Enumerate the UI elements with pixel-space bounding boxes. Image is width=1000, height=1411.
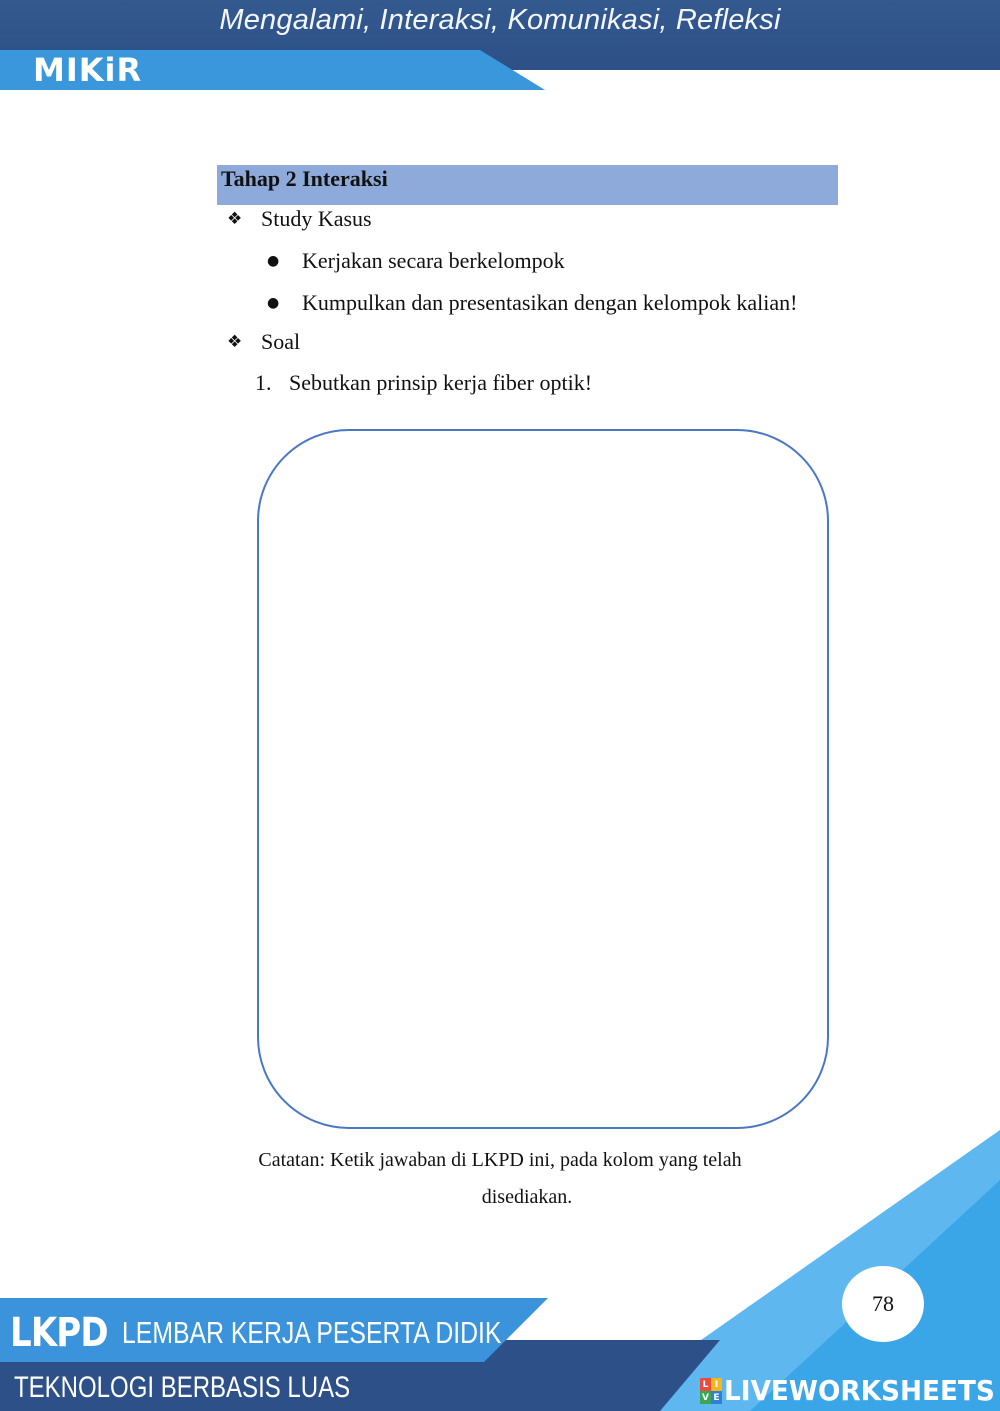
list-item: Kerjakan secara berkelompok bbox=[302, 248, 565, 273]
soal-label: Soal bbox=[261, 329, 301, 354]
diamond-bullet-icon: ❖ bbox=[227, 209, 243, 229]
logo-letter: V bbox=[700, 1391, 711, 1404]
watermark-text: LIVEWORKSHEETS bbox=[724, 1374, 995, 1407]
liveworksheets-logo-icon bbox=[700, 1378, 722, 1404]
list-item: Kumpulkan dan presentasikan dengan kelompok kalian! bbox=[302, 290, 798, 315]
header-subtitle: Mengalami, Interaksi, Komunikasi, Refleksi bbox=[219, 4, 781, 36]
footer-lkpd-logo: LKPD bbox=[10, 1310, 108, 1356]
section-heading: Tahap 2 Interaksi bbox=[221, 166, 388, 191]
brand-logo: MIKiR bbox=[33, 51, 143, 89]
footer-lkpd-title: LEMBAR KERJA PESERTA DIDIK bbox=[122, 1315, 502, 1350]
diamond-bullet-icon: ❖ bbox=[227, 332, 243, 352]
question-number: 1. bbox=[255, 370, 272, 395]
logo-letter: L bbox=[700, 1378, 711, 1391]
logo-letter: I bbox=[711, 1378, 722, 1391]
answer-input-box[interactable] bbox=[257, 429, 829, 1129]
logo-letter: E bbox=[711, 1391, 722, 1404]
study-kasus-label: Study Kasus bbox=[261, 206, 372, 231]
bullet-dot-icon: ● bbox=[267, 295, 280, 311]
page-number: 78 bbox=[872, 1291, 894, 1316]
footer-subject: TEKNOLOGI BERBASIS LUAS bbox=[14, 1371, 351, 1404]
note-line-2: disediakan. bbox=[481, 1186, 573, 1208]
note-line-1: Catatan: Ketik jawaban di LKPD ini, pada kolom yang telah bbox=[258, 1149, 742, 1171]
question-text: Sebutkan prinsip kerja fiber optik! bbox=[289, 370, 593, 395]
bullet-dot-icon: ● bbox=[267, 253, 280, 269]
